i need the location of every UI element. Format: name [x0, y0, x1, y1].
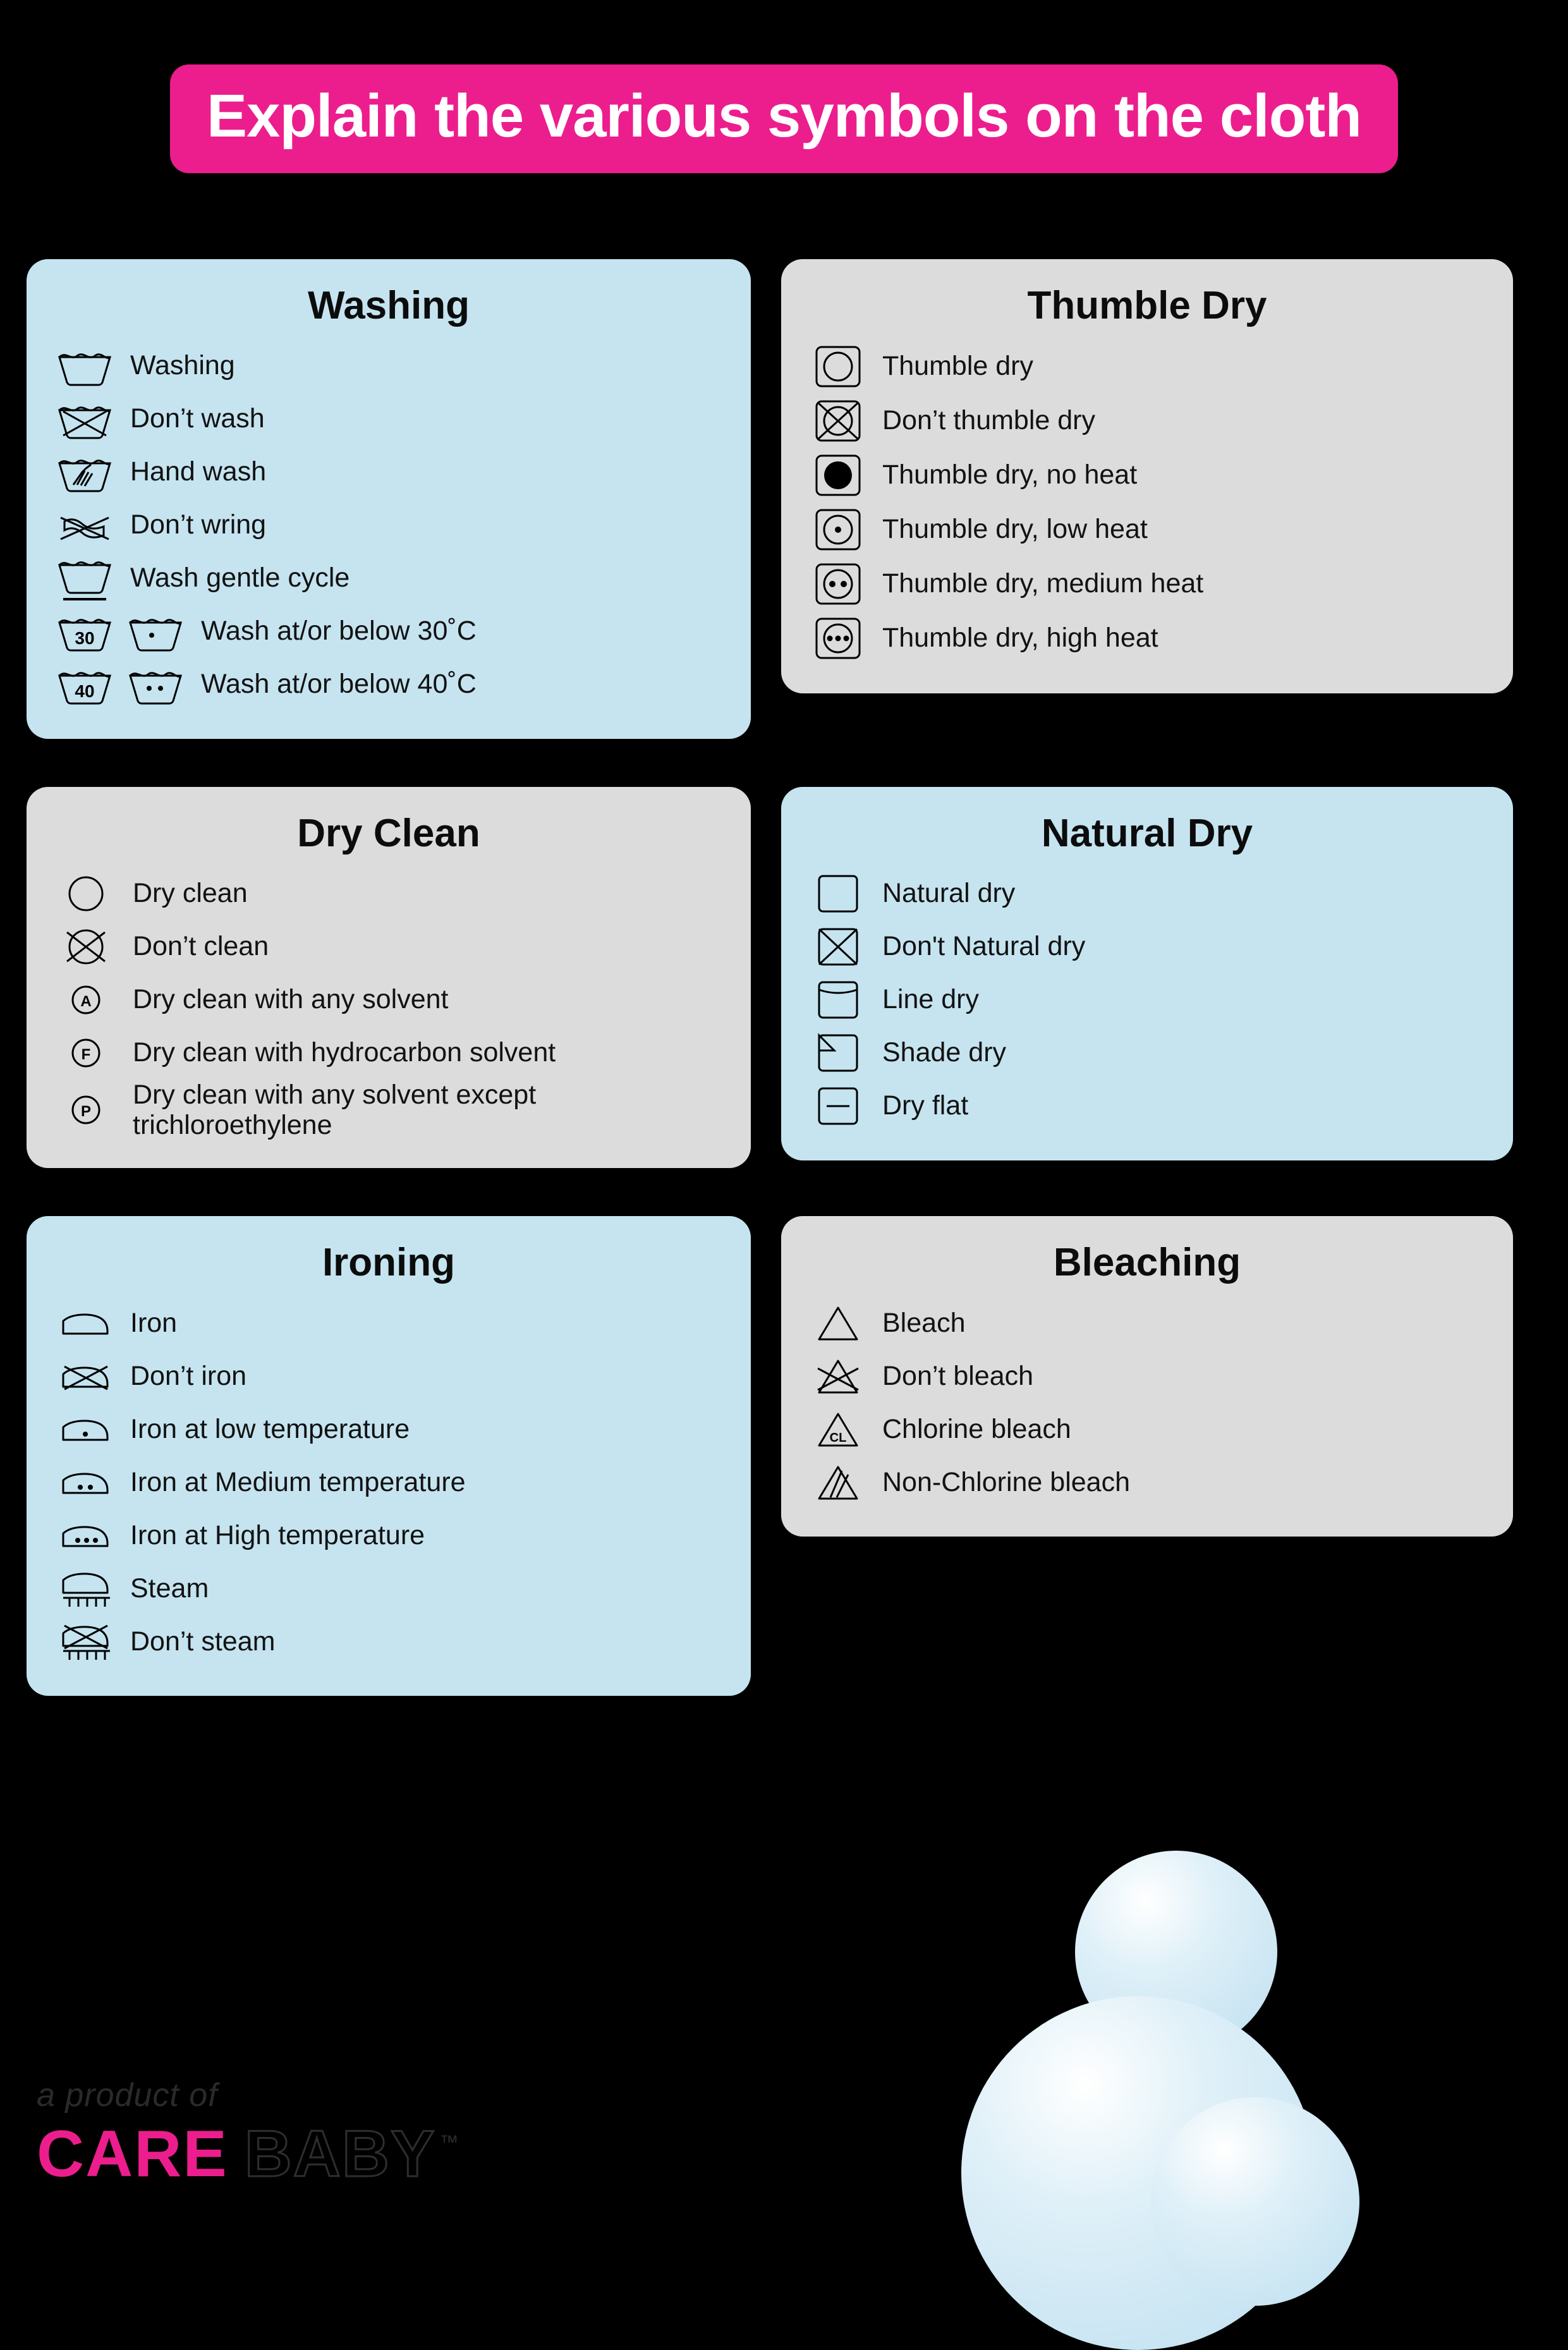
list-item-label: Iron	[130, 1307, 178, 1338]
list-item	[54, 1509, 723, 1562]
list-item-label: Steam	[130, 1573, 209, 1604]
list-item	[54, 552, 723, 605]
list-item-label: Washing	[130, 350, 235, 381]
decorative-bubbles	[961, 1825, 1530, 2217]
list-item	[54, 1349, 723, 1403]
list-item	[54, 1296, 723, 1349]
list-item	[809, 1456, 1485, 1509]
list-item-label: Don’t thumble dry	[882, 405, 1095, 436]
card-dry-clean-items	[54, 867, 723, 1140]
wash-30-icon	[54, 609, 186, 654]
tumble-dry-medium-heat-icon	[809, 557, 867, 611]
card-natural-dry	[781, 787, 1513, 1160]
dry-clean-circle-icon	[54, 869, 118, 918]
list-item	[809, 448, 1485, 502]
list-item-label: Wash at/or below 30˚C	[201, 616, 477, 647]
iron-three-dots-icon	[54, 1514, 115, 1556]
list-item-label: Iron at Medium temperature	[130, 1466, 466, 1497]
wash-40-icon	[54, 662, 186, 707]
list-item-label: Line dry	[882, 984, 979, 1015]
list-item-label: Bleach	[882, 1307, 966, 1338]
list-item	[54, 339, 723, 393]
list-item-label: Thumble dry, low heat	[882, 514, 1148, 545]
card-dry-clean-heading: Dry Clean	[297, 812, 480, 855]
list-item-label: Don’t clean	[133, 931, 269, 962]
list-item-label: Thumble dry, high heat	[882, 623, 1158, 654]
list-item-label: Don’t steam	[130, 1626, 276, 1657]
iron-icon	[54, 1302, 115, 1344]
card-ironing-items	[54, 1296, 723, 1668]
shade-dry-icon	[809, 1026, 867, 1080]
footer-brand	[37, 2076, 458, 2192]
card-washing-heading: Washing	[307, 284, 470, 327]
card-natural-dry-heading: Natural Dry	[1041, 812, 1253, 855]
list-item-label: Shade dry	[882, 1037, 1007, 1068]
page-title-container	[0, 75, 1568, 163]
footer-tagline: a product of	[37, 2077, 218, 2114]
card-row-3	[27, 1216, 1541, 1696]
iron-crossed-icon	[54, 1355, 115, 1397]
list-item	[54, 920, 723, 973]
list-item-label: Don’t wring	[130, 509, 267, 540]
list-item-label: Don’t bleach	[882, 1360, 1034, 1391]
hand-wash-icon	[54, 449, 115, 495]
svg-text:A: A	[80, 993, 92, 1010]
chlorine-bleach-icon	[809, 1405, 867, 1453]
card-row-1	[27, 259, 1541, 739]
tumble-dry-no-heat-icon	[809, 448, 867, 502]
trademark-symbol: ™	[439, 2132, 459, 2153]
wash-gentle-cycle-icon	[54, 554, 115, 603]
tumble-dry-icon	[809, 339, 867, 394]
list-item-label: Non-Chlorine bleach	[882, 1466, 1130, 1497]
list-item-label: Don't Natural dry	[882, 931, 1086, 962]
brand-care: CARE	[37, 2117, 228, 2191]
svg-text:CL: CL	[829, 1431, 847, 1446]
list-item	[54, 1080, 723, 1140]
tumble-dry-crossed-icon	[809, 394, 867, 448]
iron-one-dot-icon	[54, 1408, 115, 1450]
list-item	[809, 920, 1485, 973]
line-dry-icon	[809, 973, 867, 1026]
iron-steam-icon	[54, 1562, 115, 1614]
symbol-card-grid	[27, 259, 1541, 1744]
wash-tub-crossed-icon	[54, 396, 115, 442]
list-item	[54, 867, 723, 920]
list-item-label: Dry clean with any solvent	[133, 984, 449, 1015]
bleach-crossed-icon	[809, 1352, 867, 1400]
list-item-label: Hand wash	[130, 456, 267, 487]
list-item	[809, 1296, 1485, 1349]
tumble-dry-low-heat-icon	[809, 502, 867, 557]
card-ironing	[27, 1216, 751, 1696]
list-item-label: Wash at/or below 40˚C	[201, 669, 477, 700]
card-thumble-dry-items	[809, 339, 1485, 666]
list-item	[809, 1026, 1485, 1080]
list-item-label: Iron at High temperature	[130, 1519, 425, 1550]
do-not-wring-icon	[54, 502, 115, 548]
card-washing-items	[54, 339, 723, 711]
bubble-medium	[1151, 2097, 1359, 2306]
wash-tub-icon	[54, 343, 115, 389]
list-item	[809, 1349, 1485, 1403]
list-item-label: Dry clean with hydrocarbon solvent	[133, 1037, 556, 1068]
list-item	[809, 1403, 1485, 1456]
list-item	[809, 557, 1485, 611]
card-ironing-heading: Ironing	[322, 1241, 456, 1285]
dry-flat-icon	[809, 1080, 867, 1133]
natural-dry-icon	[809, 867, 867, 920]
list-item-label: Don’t iron	[130, 1360, 247, 1391]
card-thumble-dry-heading: Thumble Dry	[1027, 284, 1267, 327]
list-item	[809, 973, 1485, 1026]
svg-text:F: F	[81, 1046, 91, 1063]
natural-dry-crossed-icon	[809, 920, 867, 973]
list-item-label: Natural dry	[882, 878, 1016, 909]
list-item	[54, 1456, 723, 1509]
list-item	[809, 611, 1485, 666]
list-item-label: Wash gentle cycle	[130, 563, 350, 594]
card-dry-clean	[27, 787, 751, 1168]
list-item-label: Dry clean	[133, 878, 248, 909]
non-chlorine-bleach-icon	[809, 1458, 867, 1506]
card-washing	[27, 259, 751, 739]
list-item	[809, 1080, 1485, 1133]
list-item-label: Thumble dry, no heat	[882, 460, 1138, 490]
list-item	[809, 502, 1485, 557]
list-item	[809, 867, 1485, 920]
list-item	[54, 393, 723, 446]
svg-text:P: P	[80, 1103, 92, 1121]
card-natural-dry-items	[809, 867, 1485, 1133]
dry-clean-f-icon	[54, 1032, 118, 1075]
brand-logo	[37, 2117, 458, 2192]
list-item	[809, 394, 1485, 448]
brand-baby: BABY	[244, 2117, 436, 2191]
dry-clean-a-icon	[54, 978, 118, 1021]
list-item-label: Thumble dry	[882, 351, 1033, 382]
list-item-label: Thumble dry, medium heat	[882, 568, 1204, 599]
list-item	[54, 499, 723, 552]
list-item-label: Iron at low temperature	[130, 1413, 410, 1444]
card-bleaching-heading: Bleaching	[1053, 1241, 1241, 1285]
list-item	[54, 605, 723, 658]
list-item-label: Dry flat	[882, 1090, 969, 1121]
list-item-label: Dry clean with any solvent except trichloroethylene	[133, 1080, 537, 1141]
card-bleaching	[781, 1216, 1513, 1537]
list-item	[54, 658, 723, 711]
list-item	[54, 1403, 723, 1456]
tumble-dry-high-heat-icon	[809, 611, 867, 666]
list-item	[54, 1562, 723, 1615]
svg-text:40: 40	[75, 681, 95, 701]
svg-text:30: 30	[75, 628, 95, 648]
page-title: Explain the various symbols on the cloth	[180, 75, 1388, 163]
dry-clean-p-icon	[54, 1088, 118, 1131]
list-item-label: Chlorine bleach	[882, 1413, 1071, 1444]
card-thumble-dry	[781, 259, 1513, 693]
dry-clean-crossed-icon	[54, 922, 118, 971]
card-row-2	[27, 787, 1541, 1168]
list-item	[54, 1026, 723, 1080]
list-item	[54, 1615, 723, 1668]
iron-two-dots-icon	[54, 1461, 115, 1503]
list-item	[54, 446, 723, 499]
list-item-label: Don’t wash	[130, 403, 265, 434]
list-item	[54, 973, 723, 1026]
bleach-triangle-icon	[809, 1299, 867, 1347]
card-bleaching-items	[809, 1296, 1485, 1509]
iron-steam-crossed-icon	[54, 1616, 115, 1667]
list-item	[809, 339, 1485, 394]
